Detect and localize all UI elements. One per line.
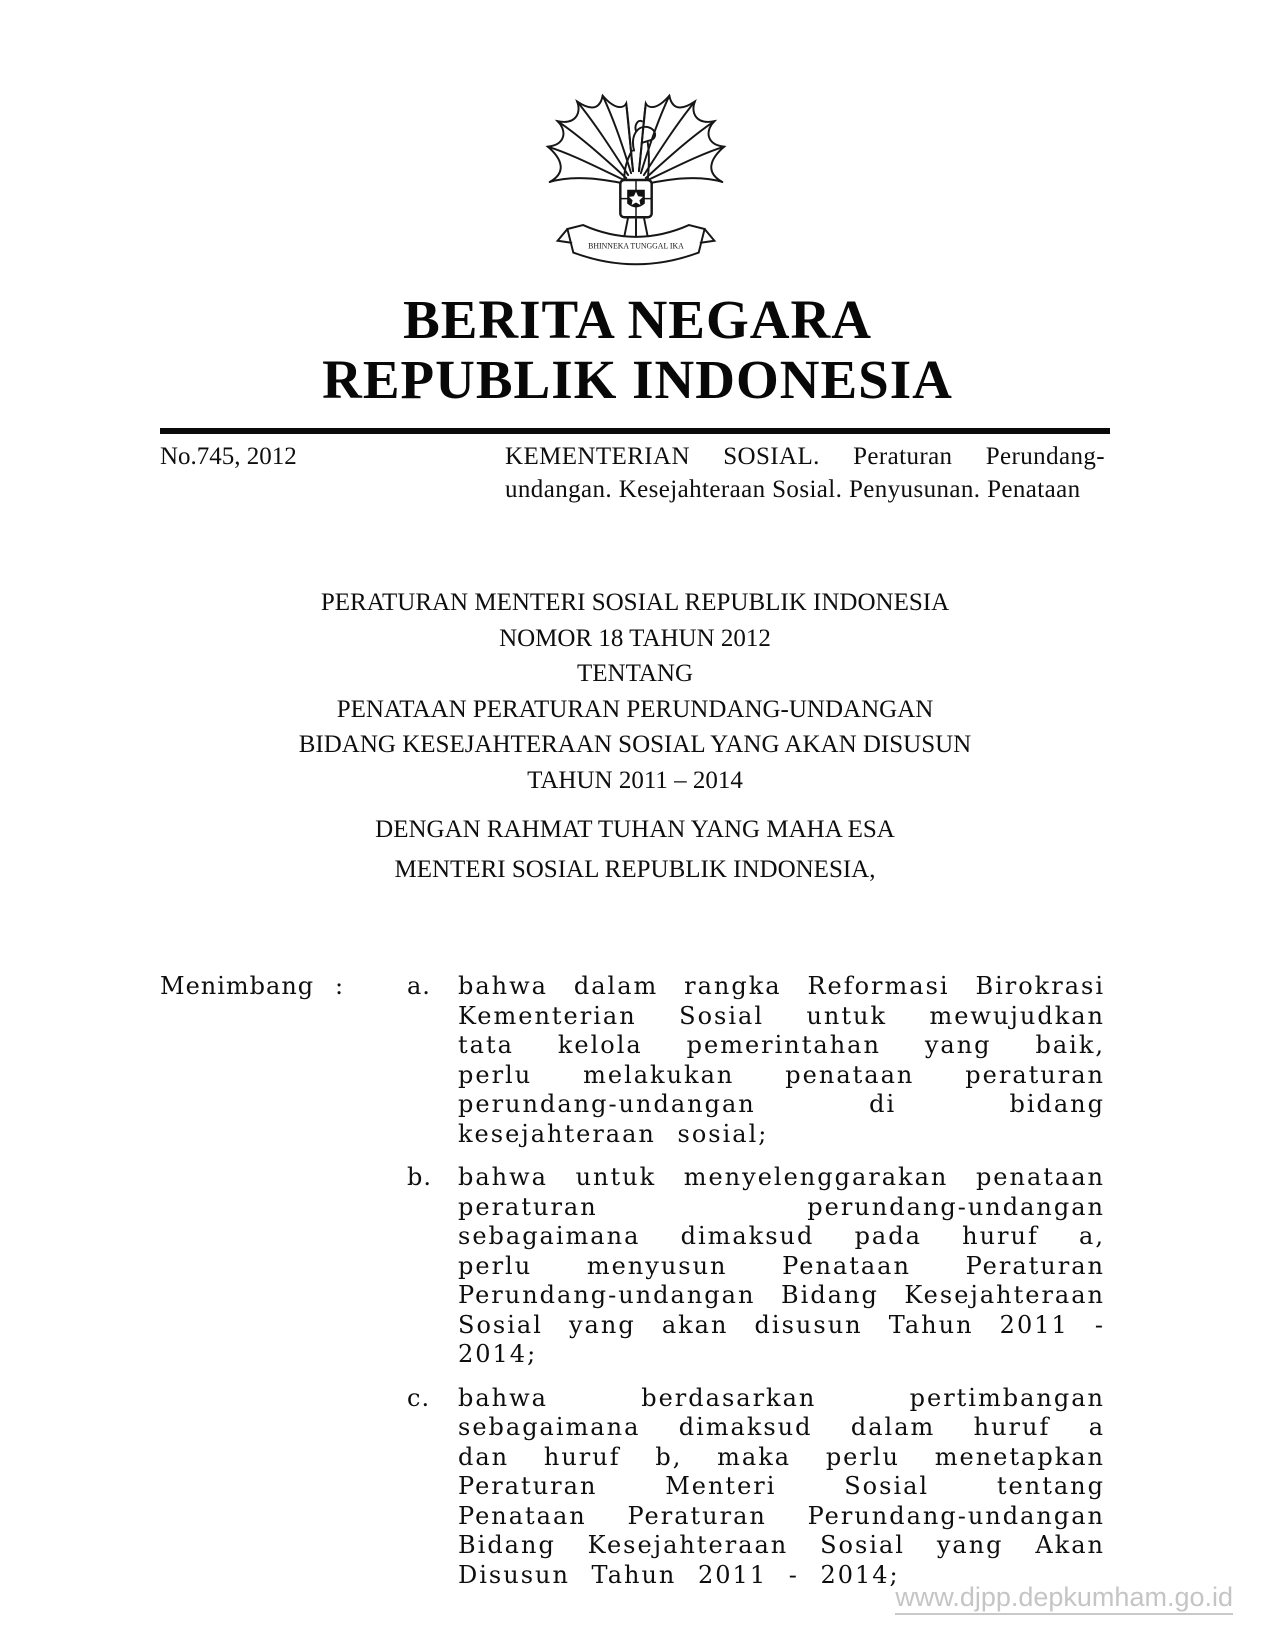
item-letter: c. <box>407 1383 431 1412</box>
item-text: bahwa dalam rangka Reformasi Birokrasi Kementerian Sosial untuk mewujudkan tata kelola pemerintahan yang baik, perlu melakukan penataan peraturan perundang-undangan di bidang kesejahteraan sosial; <box>458 972 1105 1148</box>
masthead-rule <box>160 428 1110 434</box>
watermark-url: www.djpp.depkumham.go.id <box>895 1582 1233 1615</box>
item-text: bahwa untuk menyelenggarakan penataan peraturan perundang-undangan sebagaimana dimaksud pada huruf a, perlu menyusun Penataan Peraturan Perundang-undangan Bidang Kesejahteraan Sosial yang akan disusun Tahun 2011 - 2014; <box>458 1163 1105 1368</box>
issue-number: No.745, 2012 <box>160 443 297 470</box>
authority-line: MENTERI SOSIAL REPUBLIK INDONESIA, <box>394 856 876 883</box>
item-letter: a. <box>407 972 431 1000</box>
item-letter: b. <box>407 1163 432 1191</box>
considering-item <box>160 972 1105 1149</box>
regulation-title-line5: BIDANG KESEJAHTERAAN SOSIAL YANG AKAN DISUSUN <box>298 731 972 758</box>
considering-section <box>160 972 1105 1604</box>
regulation-title-line2: NOMOR 18 TAHUN 2012 <box>499 624 771 652</box>
masthead <box>0 290 1275 410</box>
regulation-title-block <box>160 585 1110 798</box>
masthead-line1: BERITA NEGARA <box>403 289 872 350</box>
considering-colon: : <box>335 972 344 1000</box>
regulation-title-line6: TAHUN 2011 – 2014 <box>527 766 743 794</box>
item-text: bahwa berdasarkan pertimbangan sebagaimana dimaksud dalam huruf a dan huruf b, maka perlu menetapkan Peraturan Menteri Sosial tentang Penataan Peraturan Perundang-undangan Bidang Kesejahteraan Sosial yang Akan Disusun Tahun 2011 - 2014; <box>458 1383 1105 1589</box>
regulation-title-line4: PENATAAN PERATURAN PERUNDANG-UNDANGAN <box>336 695 934 723</box>
regulation-title-line1: PERATURAN MENTERI SOSIAL REPUBLIK INDONESIA <box>320 589 950 616</box>
considering-item <box>160 1384 1105 1591</box>
issue-subject: KEMENTERIAN SOSIAL. Peraturan Perundang-undangan. Kesejahteraan Sosial. Penyusunan. Penataan <box>505 443 1105 503</box>
garuda-icon <box>538 84 734 276</box>
invocation-line: DENGAN RAHMAT TUHAN YANG MAHA ESA <box>375 816 895 843</box>
emblem-motto: BHINNEKA TUNGGAL IKA <box>588 241 684 251</box>
garuda-pancasila-emblem <box>538 84 734 276</box>
considering-label: Menimbang <box>160 972 315 1000</box>
considering-item <box>160 1163 1105 1370</box>
regulation-title-line3: TENTANG <box>576 660 694 687</box>
masthead-line2: REPUBLIK INDONESIA <box>322 349 953 410</box>
